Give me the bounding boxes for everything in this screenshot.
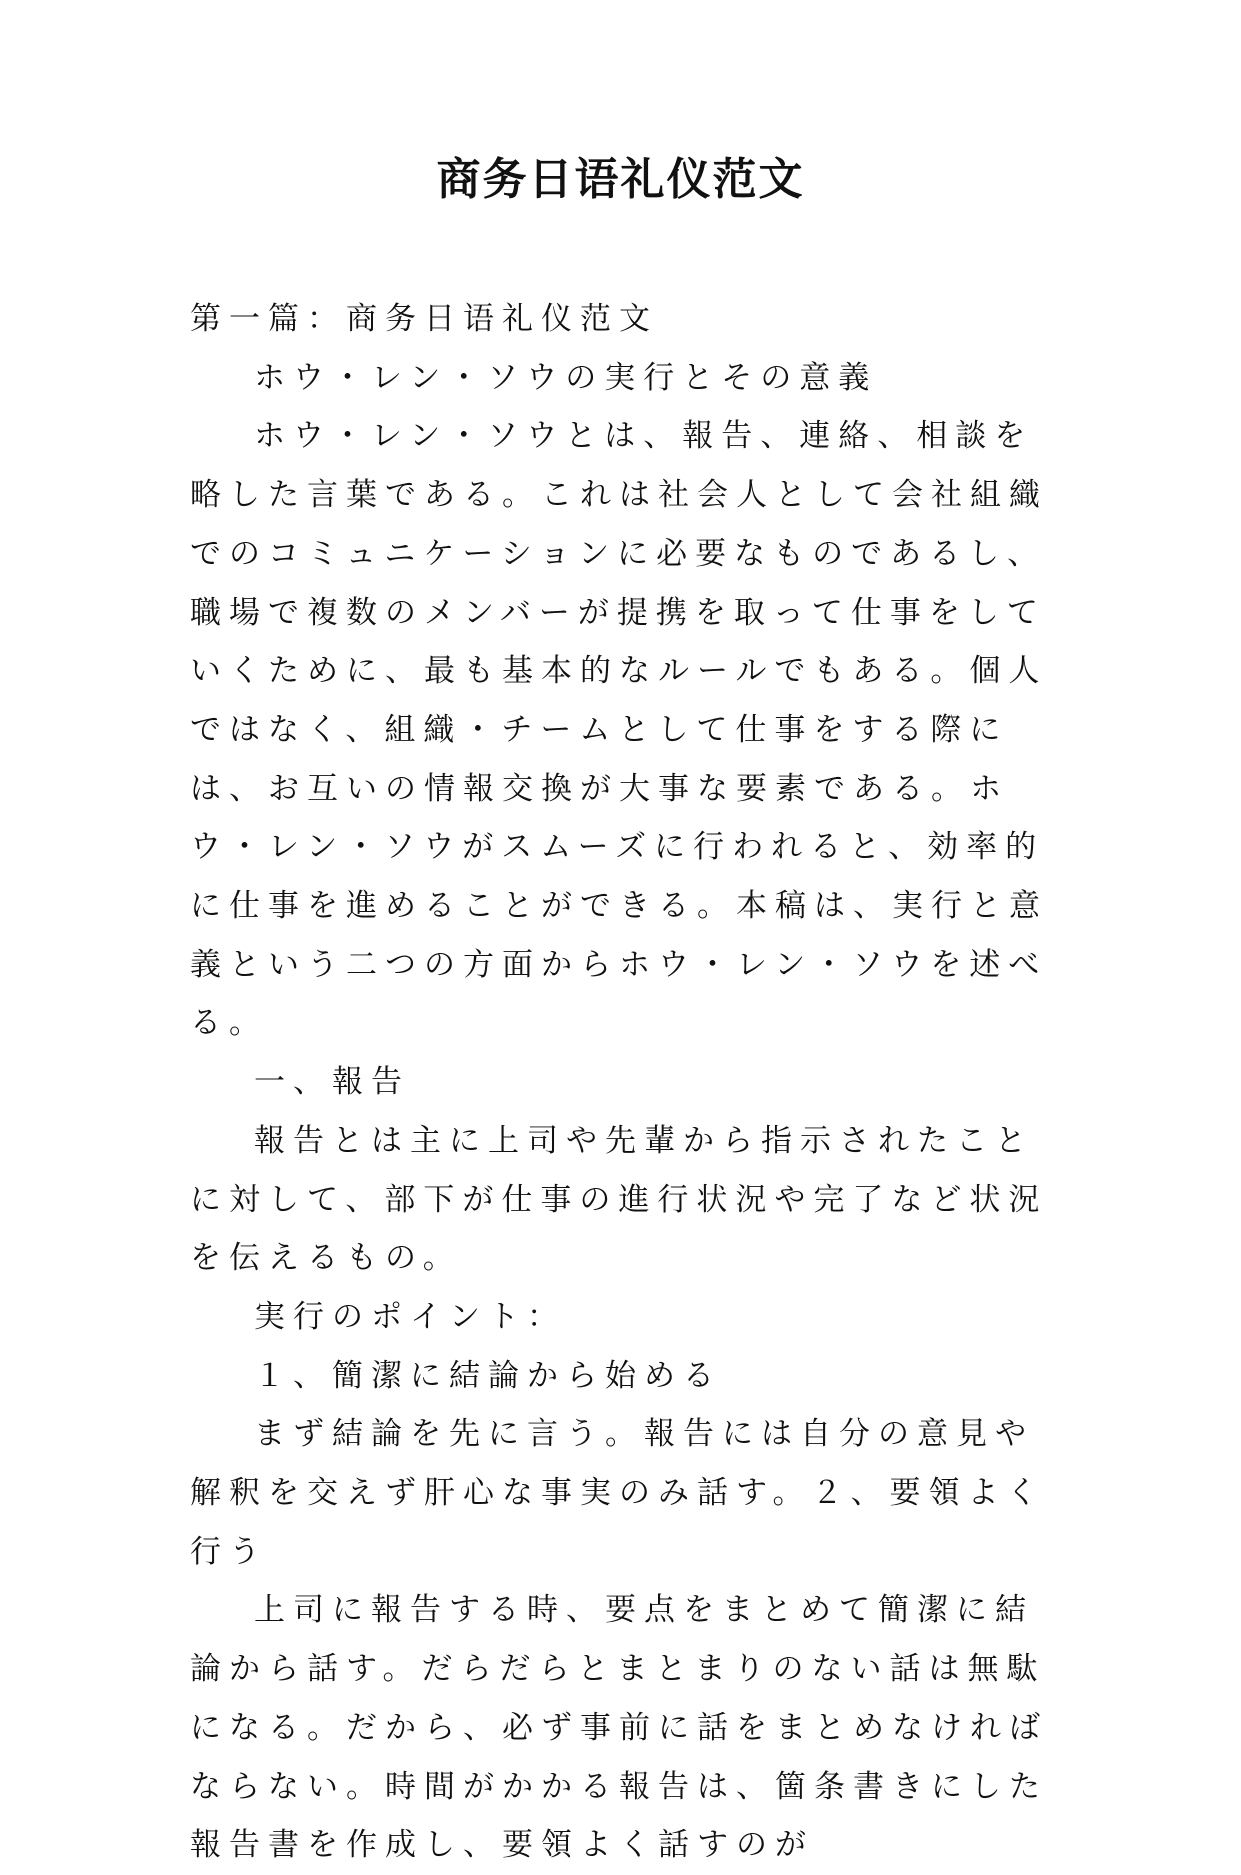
section-heading: 第一篇：商务日语礼仪范文 bbox=[190, 301, 658, 337]
document-body bbox=[190, 290, 1056, 1875]
document-title: 商务日语礼仪范文 bbox=[436, 154, 805, 205]
subtitle: ホウ・レン・ソウの実行とその意義 bbox=[254, 359, 878, 396]
intro-paragraph: ホウ・レン・ソウとは、報告、連絡、相談を略した言葉である。これは社会人として会社組織でのコミュニケーションに必要なものであるし、職場で複数のメンバーが提携を取って仕事をしていくために、最も基本的なルールでもある。個人ではなく、組織・チームとして仕事をする際には、お互いの情報交換が大事な要素である。ホウ・レン・ソウがスムーズに行われると、効率的に仕事を進めることができる。本稿は、実行と意義という二つの方面からホウ・レン・ソウを述べる。 bbox=[190, 418, 1048, 1042]
subsection-heading-report: 一、報告 bbox=[254, 1064, 410, 1101]
point-2-paragraph: 上司に報告する時、要点をまとめて簡潔に結論から話す。だらだらとまとまりのない話は無駄になる。だから、必ず事前に話をまとめなければならない。時間がかかる報告は、箇条書きにした報告書を作成し、要領よく話すのが bbox=[190, 1592, 1048, 1864]
point-1-heading: １、簡潔に結論から始める bbox=[254, 1357, 722, 1394]
report-definition-paragraph: 報告とは主に上司や先輩から指示されたことに対して、部下が仕事の進行状況や完了など状況を伝えるもの。 bbox=[190, 1122, 1048, 1277]
points-heading: 実行のポイント： bbox=[254, 1298, 566, 1335]
point-1-paragraph: まず結論を先に言う。報告には自分の意見や解釈を交えず肝心な事実のみ話す。２、要領よく行う bbox=[190, 1416, 1046, 1570]
